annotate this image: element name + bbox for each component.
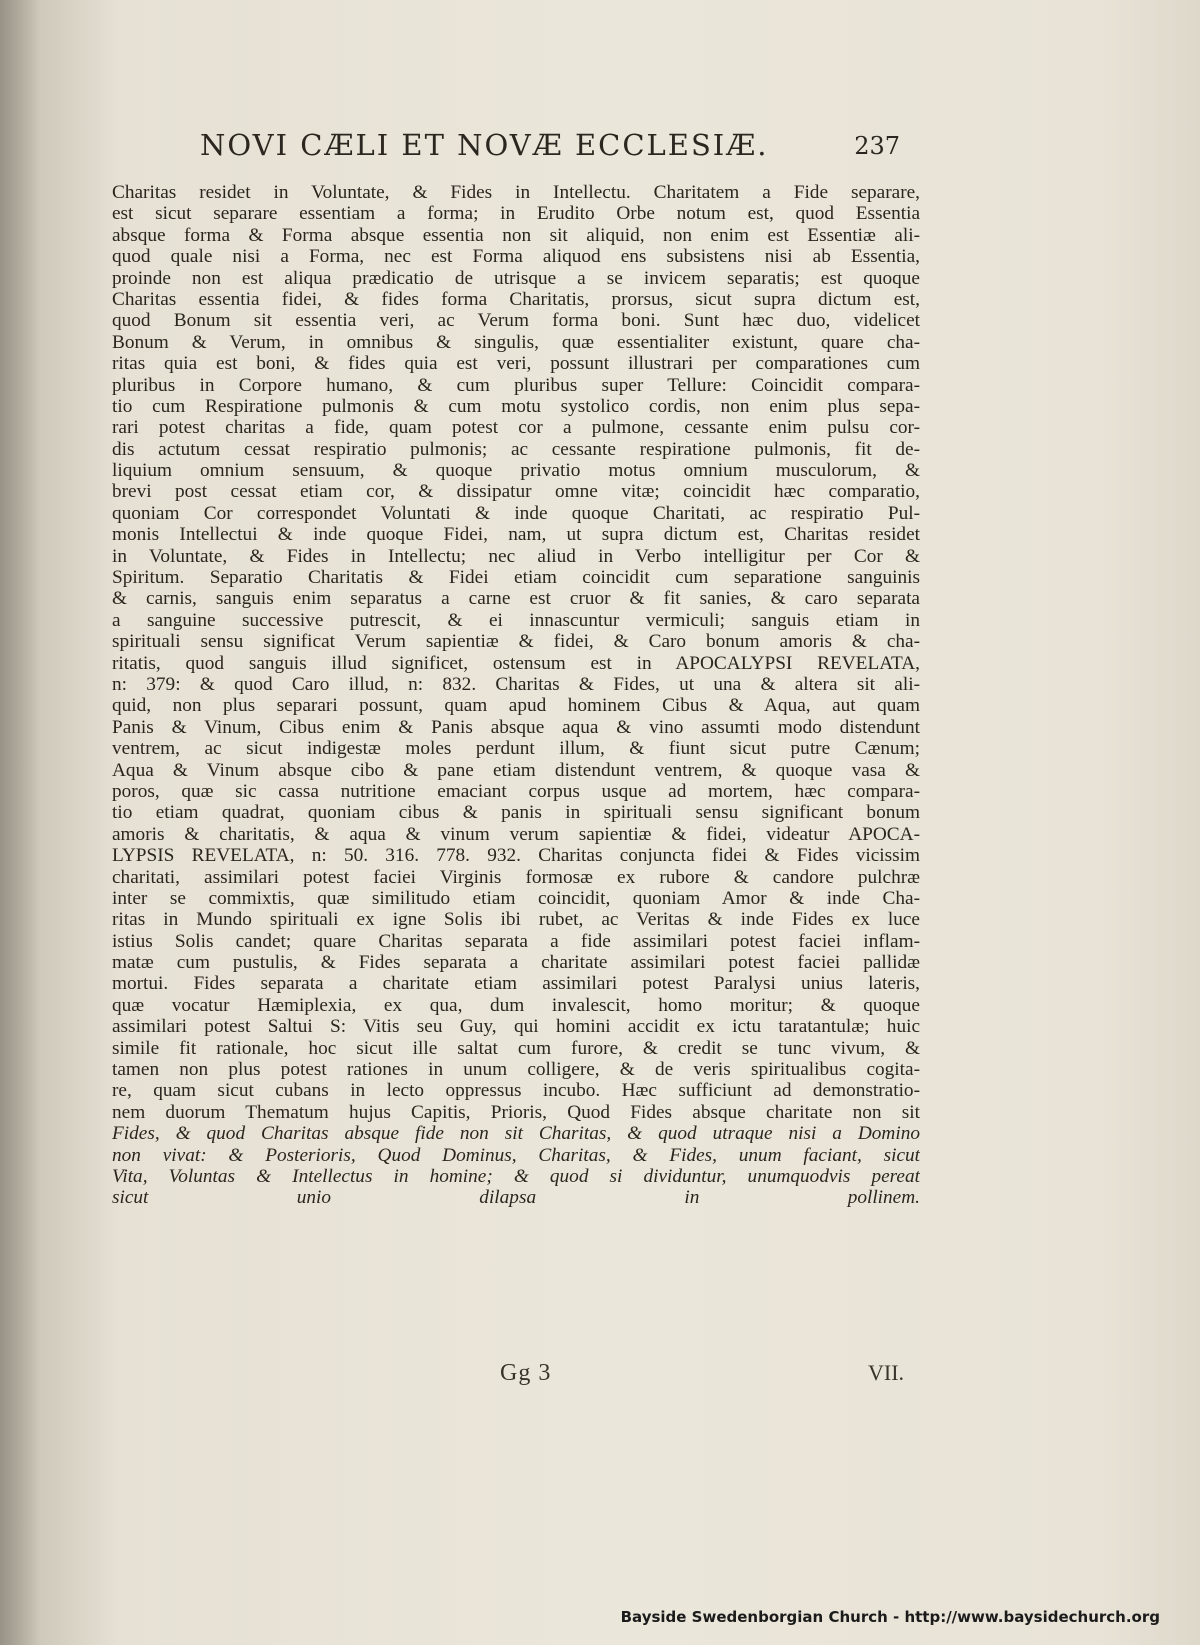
text-line: poros, quæ sic cassa nutritione emaciant corpus usque ad mortem, hæc compara- [112,780,920,802]
text-line: Charitas essentia fidei, & fides forma Charitatis, prorsus, sicut supra dictum est, [112,288,920,310]
text-line [112,1209,920,1230]
text-line: sicut unio dilapsa in pollinem. [112,1187,920,1209]
running-head [200,128,900,172]
text-line: quod Bonum sit essentia veri, ac Verum forma boni. Sunt hæc duo, videlicet [112,310,920,332]
text-line: absque forma & Forma absque essentia non sit aliquid, non enim est Essentiæ ali- [112,224,920,246]
text-line: ritatis, quod sanguis illud significet, ostensum est in APOCALYPSI REVELATA, [112,652,920,674]
text-line: proinde non est aliqua prædicatio de utrisque a se invicem separatis; est quoque [112,267,920,289]
text-line: in Voluntate, & Fides in Intellectu; nec aliud in Verbo intelligitur per Cor & [112,545,920,567]
text-line: tamen non plus potest rationes in unum colligere, & de veris spiritualibus cogita- [112,1059,920,1081]
text-line: ritas quia est boni, & fides quia est veri, possunt illustrari per comparationes cum [112,353,920,375]
text-line: Bonum & Verum, in omnibus & singulis, quæ essentialiter existunt, quare cha- [112,331,920,353]
text-line: nem duorum Thematum hujus Capitis, Prioris, Quod Fides absque charitate non sit [112,1101,920,1123]
text-line: quid, non plus separari possunt, quam apud hominem Cibus & Aqua, aut quam [112,695,920,717]
text-line: LYPSIS REVELATA, n: 50. 316. 778. 932. Charitas conjuncta fidei & Fides vicissim [112,845,920,867]
spine-shadow [0,0,40,1645]
text-line: quoniam Cor correspondet Voluntati & inde quoque Charitati, ac respiratio Pul- [112,502,920,524]
text-line: ritas in Mundo spirituali ex igne Solis ibi rubet, ac Veritas & inde Fides ex luce [112,909,920,931]
text-line: tio cum Respiratione pulmonis & cum motu systolico cordis, non enim plus sepa- [112,395,920,417]
text-line: rari potest charitas a fide, quam potest cor a pulmone, cessante enim pulsu cor- [112,417,920,439]
text-line: Aqua & Vinum absque cibo & pane etiam distendunt ventrem, & quoque vasa & [112,759,920,781]
text-line: a sanguine successive putrescit, & ei innascuntur vermiculi; sanguis etiam in [112,609,920,631]
text-line: Panis & Vinum, Cibus enim & Panis absque aqua & vino assumti modo distendunt [112,716,920,738]
text-line: re, quam sicut cubans in lecto oppressus incubo. Hæc sufficiunt ad demonstratio- [112,1080,920,1102]
page-number: 237 [854,132,900,160]
text-line: quæ vocatur Hæmiplexia, ex qua, dum invalescit, homo moritur; & quoque [112,994,920,1016]
running-head-title: NOVI CÆLI ET NOVÆ ECCLESIÆ. [200,128,769,162]
text-line: dis actutum cessat respiratio pulmonis; ac cessante respiratione pulmonis, fit de- [112,438,920,460]
text-line: spirituali sensu significat Verum sapientiæ & fidei, & Caro bonum amoris & cha- [112,631,920,653]
text-line: n: 379: & quod Caro illud, n: 832. Charitas & Fides, ut una & altera sit ali- [112,673,920,695]
text-line: matæ cum pustulis, & Fides separata a charitate assimilari potest faciei pallidæ [112,952,920,974]
text-line: Charitas residet in Voluntate, & Fides in Intellectu. Charitatem a Fide separare, [112,182,920,203]
signature-mark: Gg 3 [500,1360,552,1386]
text-line: assimilari potest Saltui S: Vitis seu Guy, qui homini accidit ex ictu taratantulæ; huic [112,1016,920,1038]
text-line: liquium omnium sensuum, & quoque privatio motus omnium musculorum, & [112,460,920,482]
text-line: inter se commixtis, quæ similitudo etiam coincidit, quoniam Amor & inde Cha- [112,887,920,909]
text-line: pluribus in Corpore humano, & cum pluribus super Tellure: Coincidit compara- [112,374,920,396]
text-line: brevi post cessat etiam cor, & dissipatur omne vitæ; coincidit hæc comparatio, [112,481,920,503]
text-line: amoris & charitatis, & aqua & vinum verum sapientiæ & fidei, videatur APOCA- [112,823,920,845]
text-line: istius Solis candet; quare Charitas separata a fide assimilari potest faciei inflam- [112,930,920,952]
text-line: mortui. Fides separata a charitate etiam assimilari potest Paralysi unius lateris, [112,973,920,995]
text-line: & carnis, sanguis enim separatus a carne est cruor & fit sanies, & caro separata [112,588,920,610]
text-line: Vita, Voluntas & Intellectus in homine; & quod si dividuntur, unumquodvis pereat [112,1165,920,1187]
text-line: simile fit rationale, hoc sicut ille saltat cum furore, & credit se tunc vivum, & [112,1037,920,1059]
text-line: ventrem, ac sicut indigestæ moles perdunt illum, & fiunt sicut putre Cænum; [112,738,920,760]
text-line: quod quale nisi a Forma, nec est Forma aliquod ens subsistens nisi ab Essentia, [112,246,920,268]
text-line: non vivat: & Posterioris, Quod Dominus, Charitas, & Fides, unum faciant, sicut [112,1144,920,1166]
text-line: monis Intellectui & inde quoque Fidei, nam, ut supra dictum est, Charitas residet [112,524,920,546]
text-line: est sicut separare essentiam a forma; in Erudito Orbe notum est, quod Essentia [112,203,920,225]
text-line: tio etiam quadrat, quoniam cibus & panis in spirituali sensu significant bonum [112,802,920,824]
body-text [112,182,920,1230]
text-line: Spiritum. Separatio Charitatis & Fidei etiam coincidit cum separatione sanguinis [112,567,920,589]
watermark-text: Bayside Swedenborgian Church - http://www.baysidechurch.org [620,1608,1160,1626]
text-line: charitati, assimilari potest faciei Virginis formosæ ex rubore & candore pulchræ [112,866,920,888]
catchword: VII. [868,1360,905,1385]
text-line: Fides, & quod Charitas absque fide non sit Charitas, & quod utraque nisi a Domino [112,1123,920,1145]
